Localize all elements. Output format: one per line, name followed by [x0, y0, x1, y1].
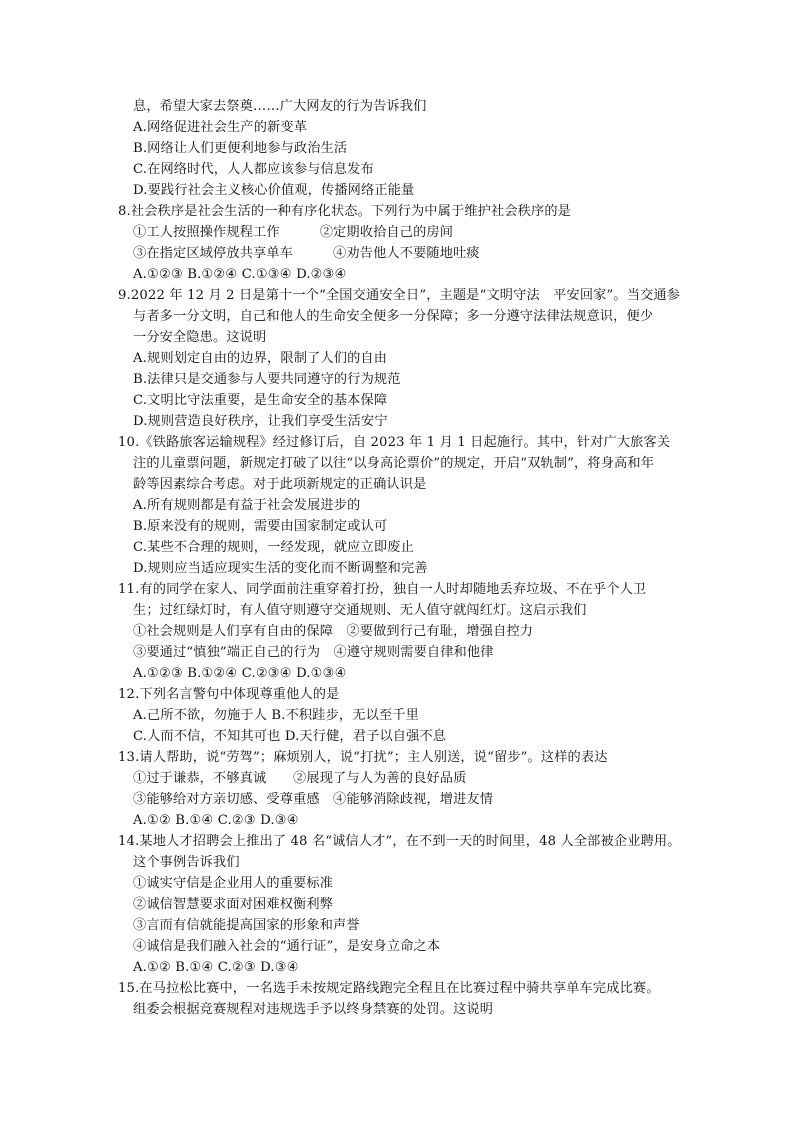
q9-stem-1: 9.2022 年 12 月 2 日是第十一个“全国交通安全日”，主题是“文明守法 平安回家”。当交通参 — [118, 288, 681, 303]
q10-option-d: D.规则应当适应现实生活的变化而不断调整和完善 — [133, 561, 428, 576]
q14-stem-1: 14.某地人才招聘会上推出了 48 名“诚信人才”，在不到一天的时间里，48 人全部被企业聘用。 — [118, 834, 681, 849]
q11-choices: A.①②③ B.①②④ C.②③④ D.①③④ — [133, 666, 347, 681]
q9-option-a: A.规则划定自由的边界，限制了人们的自由 — [133, 351, 388, 366]
q7-option-d: D.要践行社会主义核心价值观，传播网络正能量 — [133, 183, 415, 198]
q12-stem: 12.下列名言警句中体现尊重他人的是 — [118, 687, 340, 702]
q12-options-a-b: A.己所不欲，勿施于人 B.不积跬步，无以至千里 — [133, 708, 419, 723]
q10-stem-2: 注的儿童票问题，新规定打破了以往“以身高论票价”的规定，开启“双轨制”，将身高和年 — [133, 456, 655, 471]
q11-stem-2: 生；过红绿灯时，有人值守则遵守交通规则、无人值守就闯红灯。这启示我们 — [133, 603, 587, 618]
q9-option-d: D.规则营造良好秩序，让我们享受生活安宁 — [133, 414, 388, 429]
q8-items-1-2: ①工人按照操作规程工作 ②定期收拾自己的房间 — [133, 225, 454, 240]
q14-stem-2: 这个事例告诉我们 — [133, 855, 240, 870]
q7-stem-end: 息，希望大家去祭奠……广大网友的行为告诉我们 — [133, 99, 427, 114]
q14-item-1: ①诚实守信是企业用人的重要标准 — [133, 876, 334, 891]
q11-items-3-4: ③要通过“慎独”端正自己的行为 ④遵守规则需要自律和他律 — [133, 645, 494, 660]
q8-stem: 8.社会秩序是社会生活的一种有序化状态。下列行为中属于维护社会秩序的是 — [118, 204, 572, 219]
q7-option-c: C.在网络时代，人人都应该参与信息发布 — [133, 162, 374, 177]
q12-options-c-d: C.人而不信，不知其可也 D.天行健，君子以自强不息 — [133, 729, 447, 744]
q11-stem-1: 11.有的同学在家人、同学面前注重穿着打扮，独自一人时却随地丢弃垃圾、不在乎个人卫 — [118, 582, 647, 597]
q10-option-b: B.原来没有的规则，需要由国家制定或认可 — [133, 519, 388, 534]
q11-items-1-2: ①社会规则是人们享有自由的保障 ②要做到行己有耻，增强自控力 — [133, 624, 534, 639]
q14-item-4: ④诚信是我们融入社会的“通行证”，是安身立命之本 — [133, 939, 441, 954]
q9-option-c: C.文明比守法重要，是生命安全的基本保障 — [133, 393, 388, 408]
q7-option-a: A.网络促进社会生产的新变革 — [133, 120, 308, 135]
q14-item-3: ③言而有信就能提高国家的形象和声誉 — [133, 918, 360, 933]
q8-choices: A.①②③ B.①②④ C.①③④ D.②③④ — [133, 267, 347, 282]
q14-item-2: ②诚信智慧要求面对困难权衡利弊 — [133, 897, 334, 912]
q7-option-b: B.网络让人们更便利地参与政治生活 — [133, 141, 348, 156]
q13-items-3-4: ③能够给对方亲切感、受尊重感 ④能够消除歧视，增进友情 — [133, 792, 494, 807]
q9-option-b: B.法律只是交通参与人要共同遵守的行为规范 — [133, 372, 401, 387]
q14-choices: A.①② B.①④ C.②③ D.③④ — [133, 960, 299, 975]
q9-stem-3: 一分安全隐患。这说明 — [133, 330, 267, 345]
q15-stem-2: 组委会根据竞赛规程对违规选手予以终身禁赛的处罚。这说明 — [133, 1002, 494, 1017]
q10-stem-1: 10.《铁路旅客运输规程》经过修订后，自 2023 年 1 月 1 日起施行。其中，针对广大旅客关 — [118, 435, 671, 450]
q10-option-a: A.所有规则都是有益于社会发展进步的 — [133, 498, 361, 513]
q13-stem: 13.请人帮助，说“劳驾”；麻烦别人，说“打扰”；主人别送，说“留步”。这样的表达 — [118, 750, 608, 765]
q13-items-1-2: ①过于谦恭，不够真诚 ②展现了与人为善的良好品质 — [133, 771, 467, 786]
q8-items-3-4: ③在指定区域停放共享单车 ④劝告他人不要随地吐痰 — [133, 246, 480, 261]
q15-stem-1: 15.在马拉松比赛中，一名选手未按规定路线跑完全程且在比赛过程中骑共享单车完成比赛。 — [118, 981, 660, 996]
q13-choices: A.①② B.①④ C.②③ D.③④ — [133, 813, 299, 828]
q10-stem-3: 龄等因素综合考虑。对于此项新规定的正确认识是 — [133, 477, 427, 492]
q9-stem-2: 与者多一分文明，自己和他人的生命安全便多一分保障；多一分遵守法律法规意识，便少 — [133, 309, 654, 324]
q10-option-c: C.某些不合理的规则，一经发现，就应立即废止 — [133, 540, 414, 555]
